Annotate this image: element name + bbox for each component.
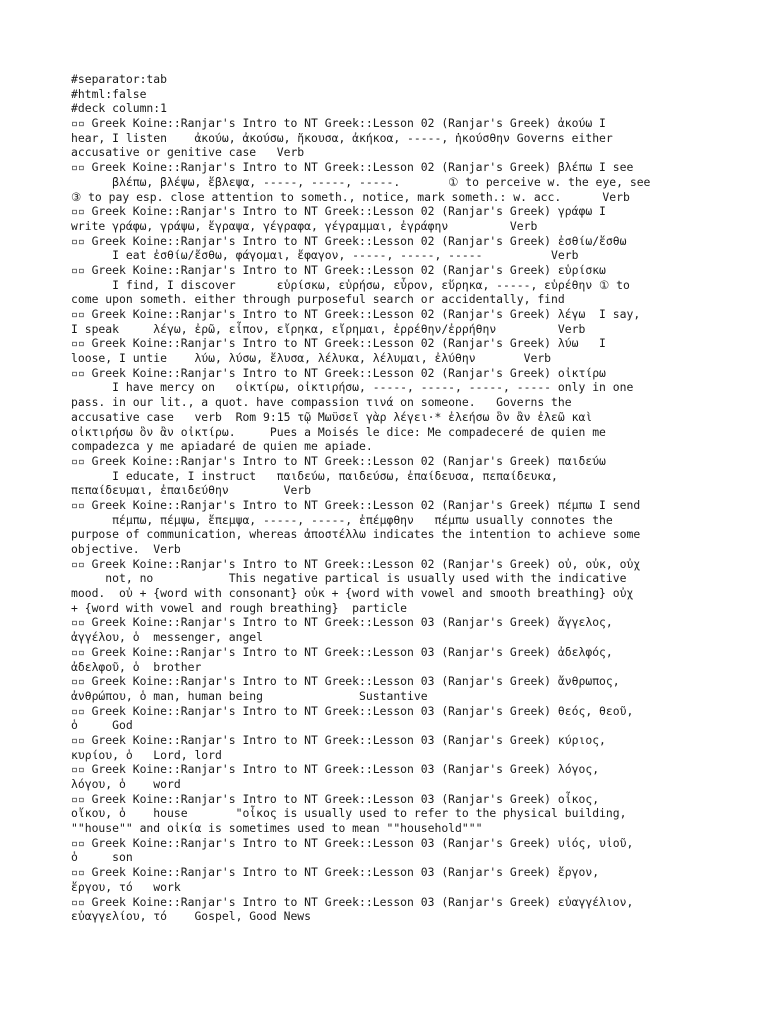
- text-line: λόγου, ὁ word: [71, 777, 181, 791]
- text-line: not, no This negative partical is usually used with the indicative: [71, 571, 627, 586]
- text-line: βλέπω, βλέψω, ἔβλεψα, -----, -----, -----. ① to perceive w. the eye, see: [71, 174, 651, 189]
- text-line: ▫▫ Greek Koine::Ranjar's Intro to NT Greek::Lesson 02 (Ranjar's Greek) παιδεύω: [71, 453, 606, 468]
- text-line: πεπαίδευμαι, ἐπαιδεύθην Verb: [71, 483, 312, 498]
- text-line: mood. οὐ + {word with consonant} οὐκ + {word with vowel and smooth breathing} οὐχ: [71, 586, 634, 601]
- text-line: ③ to pay esp. close attention to someth., notice, mark someth.: w. acc. Verb: [71, 189, 630, 204]
- text-line: purpose of communication, whereas ἀποστέλλω indicates the intention to achieve some: [71, 527, 641, 542]
- text-line: ▫▫ Greek Koine::Ranjar's Intro to NT Greek::Lesson 03 (Ranjar's Greek) ἔργον,: [71, 865, 600, 880]
- text-line: ▫▫ Greek Koine::Ranjar's Intro to NT Greek::Lesson 03 (Ranjar's Greek) θεός, θεοῦ,: [71, 703, 634, 718]
- text-line: ἀγγέλου, ὁ messenger, angel: [71, 630, 264, 645]
- text-line: objective. Verb: [71, 542, 181, 556]
- text-line: I educate, I instruct παιδεύω, παιδεύσω, ἐπαίδευσα, πεπαίδευκα,: [71, 468, 558, 483]
- text-line: ἀνθρώπου, ὁ man, human being Sustantive: [71, 688, 428, 703]
- text-line: pass. in our lit., a quot. have compassion τινά on someone. Governs the: [71, 395, 572, 410]
- text-line: I have mercy on οἰκτίρω, οἰκτιρήσω, -----, -----, -----, ----- only in one: [71, 380, 634, 395]
- text-line: ▫▫ Greek Koine::Ranjar's Intro to NT Greek::Lesson 03 (Ranjar's Greek) ἀδελφός,: [71, 644, 613, 659]
- text-line: ▫▫ Greek Koine::Ranjar's Intro to NT Greek::Lesson 03 (Ranjar's Greek) ἄνθρωπος,: [71, 674, 620, 689]
- text-line: ▫▫ Greek Koine::Ranjar's Intro to NT Greek::Lesson 03 (Ranjar's Greek) εὐαγγέλιον,: [71, 894, 634, 909]
- text-line: ▫▫ Greek Koine::Ranjar's Intro to NT Greek::Lesson 03 (Ranjar's Greek) οἶκος,: [71, 791, 600, 806]
- text-line: ἔργου, τό work: [71, 879, 181, 894]
- text-line: compadezca y me apiadaré de quien me apiade.: [71, 439, 373, 454]
- text-line: ▫▫ Greek Koine::Ranjar's Intro to NT Greek::Lesson 03 (Ranjar's Greek) λόγος,: [71, 762, 600, 777]
- text-line: write γράφω, γράψω, ἔγραψα, γέγραφα, γέγραμμαι, ἐγράφην Verb: [71, 218, 538, 233]
- text-line: ▫▫ Greek Koine::Ranjar's Intro to NT Greek::Lesson 02 (Ranjar's Greek) λύω I: [71, 336, 606, 351]
- text-line: accusative case verb Rom 9:15 τῷ Μωϋσεῖ γὰρ λέγει·* ἐλεήσω ὃν ἂν ἐλεῶ καὶ: [71, 409, 593, 424]
- text-line: οἴκου, ὁ house "οἶκος is usually used to refer to the physical building,: [71, 806, 627, 821]
- text-line: ""house"" and οἰκία is sometimes used to mean ""household""": [71, 821, 483, 836]
- text-line: ▫▫ Greek Koine::Ranjar's Intro to NT Greek::Lesson 02 (Ranjar's Greek) γράφω I: [71, 204, 606, 219]
- text-line: ▫▫ Greek Koine::Ranjar's Intro to NT Greek::Lesson 02 (Ranjar's Greek) πέμπω I send: [71, 497, 641, 512]
- text-line: ▫▫ Greek Koine::Ranjar's Intro to NT Greek::Lesson 02 (Ranjar's Greek) οὐ, οὐκ, οὐχ: [71, 556, 641, 571]
- text-line: + {word with vowel and rough breathing} particle: [71, 600, 408, 615]
- text-line: οἰκτιρήσω ὃν ἂν οἰκτίρω. Pues a Moisés le dice: Me compadeceré de quien me: [71, 424, 606, 439]
- text-line: ▫▫ Greek Koine::Ranjar's Intro to NT Greek::Lesson 03 (Ranjar's Greek) υἱός, υἱοῦ,: [71, 835, 634, 850]
- text-line: come upon someth. either through purposeful search or accidentally, find: [71, 292, 565, 307]
- text-line: accusative or genitive case Verb: [71, 145, 305, 160]
- text-line: I find, I discover εὑρίσκω, εὑρήσω, εὗρον, εὕρηκα, -----, εὑρέθην ① to: [71, 277, 630, 292]
- text-line: ▫▫ Greek Koine::Ranjar's Intro to NT Greek::Lesson 02 (Ranjar's Greek) λέγω I say,: [71, 307, 641, 321]
- document-text-body: [71, 72, 701, 924]
- text-line: ▫▫ Greek Koine::Ranjar's Intro to NT Greek::Lesson 02 (Ranjar's Greek) οἰκτίρω: [71, 365, 606, 380]
- text-line: κυρίου, ὁ Lord, lord: [71, 747, 222, 762]
- text-line: I eat ἐσθίω/ἔσθω, φάγομαι, ἔφαγον, -----, -----, ----- Verb: [71, 248, 579, 263]
- text-line: ὁ son: [71, 850, 133, 865]
- text-line: #deck column:1: [71, 101, 168, 116]
- text-line: ὁ God: [71, 718, 133, 733]
- text-line: ▫▫ Greek Koine::Ranjar's Intro to NT Greek::Lesson 03 (Ranjar's Greek) κύριος,: [71, 732, 606, 747]
- text-line: I speak λέγω, ἐρῶ, εἶπον, εἴρηκα, εἴρημαι, ἐρρέθην/ἐρρήθην Verb: [71, 321, 586, 336]
- text-line: πέμπω, πέμψω, ἔπεμψα, -----, -----, ἐπέμφθην πέμπω usually connotes the: [71, 512, 613, 527]
- text-line: ▫▫ Greek Koine::Ranjar's Intro to NT Greek::Lesson 03 (Ranjar's Greek) ἄγγελος,: [71, 615, 613, 630]
- text-line: ▫▫ Greek Koine::Ranjar's Intro to NT Greek::Lesson 02 (Ranjar's Greek) ἀκούω I: [71, 116, 606, 131]
- text-line: ▫▫ Greek Koine::Ranjar's Intro to NT Greek::Lesson 02 (Ranjar's Greek) βλέπω I see: [71, 160, 634, 175]
- text-line: loose, I untie λύω, λύσω, ἔλυσα, λέλυκα, λέλυμαι, ἐλύθην Verb: [71, 351, 552, 366]
- text-line: ▫▫ Greek Koine::Ranjar's Intro to NT Greek::Lesson 02 (Ranjar's Greek) ἐσθίω/ἔσθω: [71, 233, 627, 248]
- text-line: εὐαγγελίου, τό Gospel, Good News: [71, 909, 312, 924]
- text-line: #html:false: [71, 86, 147, 101]
- text-line: hear, I listen ἀκούω, ἀκούσω, ἤκουσα, ἀκήκοα, -----, ἠκούσθην Governs either: [71, 130, 613, 145]
- text-line: ▫▫ Greek Koine::Ranjar's Intro to NT Greek::Lesson 02 (Ranjar's Greek) εὑρίσκω: [71, 262, 606, 277]
- text-line: #separator:tab: [71, 72, 168, 86]
- text-line: ἀδελφοῦ, ὁ brother: [71, 659, 202, 674]
